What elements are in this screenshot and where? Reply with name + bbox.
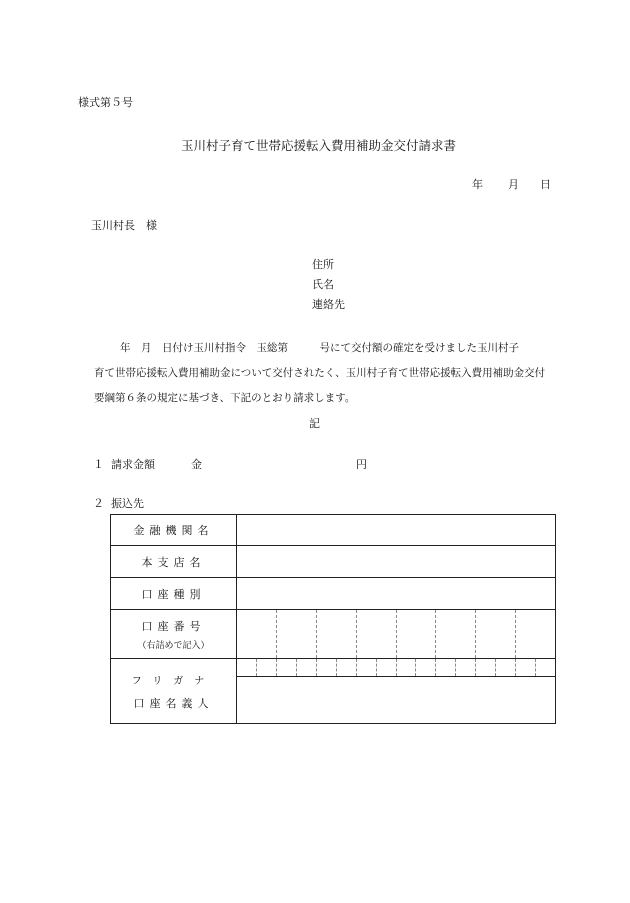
branch-label: 本支店名 xyxy=(111,546,237,578)
kana-box[interactable] xyxy=(396,659,416,676)
date-day: 日 xyxy=(540,178,551,191)
account-type-field[interactable] xyxy=(237,578,556,610)
digit-box[interactable] xyxy=(396,610,436,658)
kana-box[interactable] xyxy=(336,659,356,676)
kana-box[interactable] xyxy=(256,659,276,676)
body-line: 育て世帯応援転入費用補助金について交付されたく、玉川村子育て世帯応援転入費用補助金交付 xyxy=(94,367,546,379)
address-label: 住所 xyxy=(312,258,334,271)
form-number: 様式第５号 xyxy=(78,96,133,109)
addressee: 玉川村長 様 xyxy=(91,219,157,232)
body-paragraph xyxy=(94,336,550,411)
account-number-label: 口座番号 xyxy=(141,619,206,633)
item2-label: 振込先 xyxy=(111,497,144,510)
table-row xyxy=(111,546,556,578)
kana-box[interactable] xyxy=(455,659,475,676)
digit-box[interactable] xyxy=(435,610,475,658)
date-year: 年 xyxy=(472,178,483,191)
kana-box[interactable] xyxy=(415,659,435,676)
body-line: 要綱第６条の規定に基づき、下記のとおり請求します。 xyxy=(94,392,356,404)
kana-box[interactable] xyxy=(376,659,396,676)
ki-heading: 記 xyxy=(309,417,320,430)
kana-box[interactable] xyxy=(535,659,555,676)
item1-number: １ xyxy=(93,458,104,471)
kana-box[interactable] xyxy=(237,659,256,676)
table-row xyxy=(111,515,556,546)
item2-number: ２ xyxy=(93,497,104,510)
kana-box[interactable] xyxy=(356,659,376,676)
account-type-label: 口座種別 xyxy=(111,578,237,610)
item1-prefix: 金 xyxy=(191,458,202,471)
date-month: 月 xyxy=(508,178,519,191)
kana-box[interactable] xyxy=(276,659,296,676)
kana-box[interactable] xyxy=(435,659,455,676)
kana-box[interactable] xyxy=(475,659,495,676)
body-line: 年 月 日付け玉川村指令 玉総第 号にて交付額の確定を受けました玉川村子 xyxy=(120,342,519,354)
institution-label: 金融機関名 xyxy=(111,515,237,546)
item1-label: 請求金額 xyxy=(111,458,155,471)
kana-box[interactable] xyxy=(495,659,515,676)
bank-account-table xyxy=(110,514,556,724)
digit-box[interactable] xyxy=(356,610,396,658)
kana-box[interactable] xyxy=(296,659,316,676)
account-number-note: （右詰めで記入） xyxy=(137,640,210,651)
contact-label: 連絡先 xyxy=(312,298,345,311)
digit-box[interactable] xyxy=(237,610,276,658)
holder-label-cell xyxy=(111,659,237,724)
digit-box[interactable] xyxy=(316,610,356,658)
table-row xyxy=(111,578,556,610)
digit-boxes xyxy=(237,610,555,658)
name-label: 氏名 xyxy=(312,278,334,291)
account-number-label-cell xyxy=(111,610,237,659)
digit-box[interactable] xyxy=(515,610,555,658)
institution-field[interactable] xyxy=(237,515,556,546)
digit-box[interactable] xyxy=(276,610,316,658)
digit-box[interactable] xyxy=(475,610,515,658)
item1-suffix: 円 xyxy=(356,458,367,471)
table-row xyxy=(111,610,556,659)
kana-box[interactable] xyxy=(515,659,535,676)
table-row xyxy=(111,659,556,724)
branch-field[interactable] xyxy=(237,546,556,578)
furigana-boxes xyxy=(237,659,555,677)
holder-field[interactable] xyxy=(237,659,556,724)
document-title: 玉川村子育て世帯応援転入費用補助金交付請求書 xyxy=(181,138,457,153)
furigana-label: フリガナ xyxy=(131,675,216,687)
holder-label: 口座名義人 xyxy=(133,696,214,710)
kana-box[interactable] xyxy=(316,659,336,676)
account-number-field[interactable] xyxy=(237,610,556,659)
